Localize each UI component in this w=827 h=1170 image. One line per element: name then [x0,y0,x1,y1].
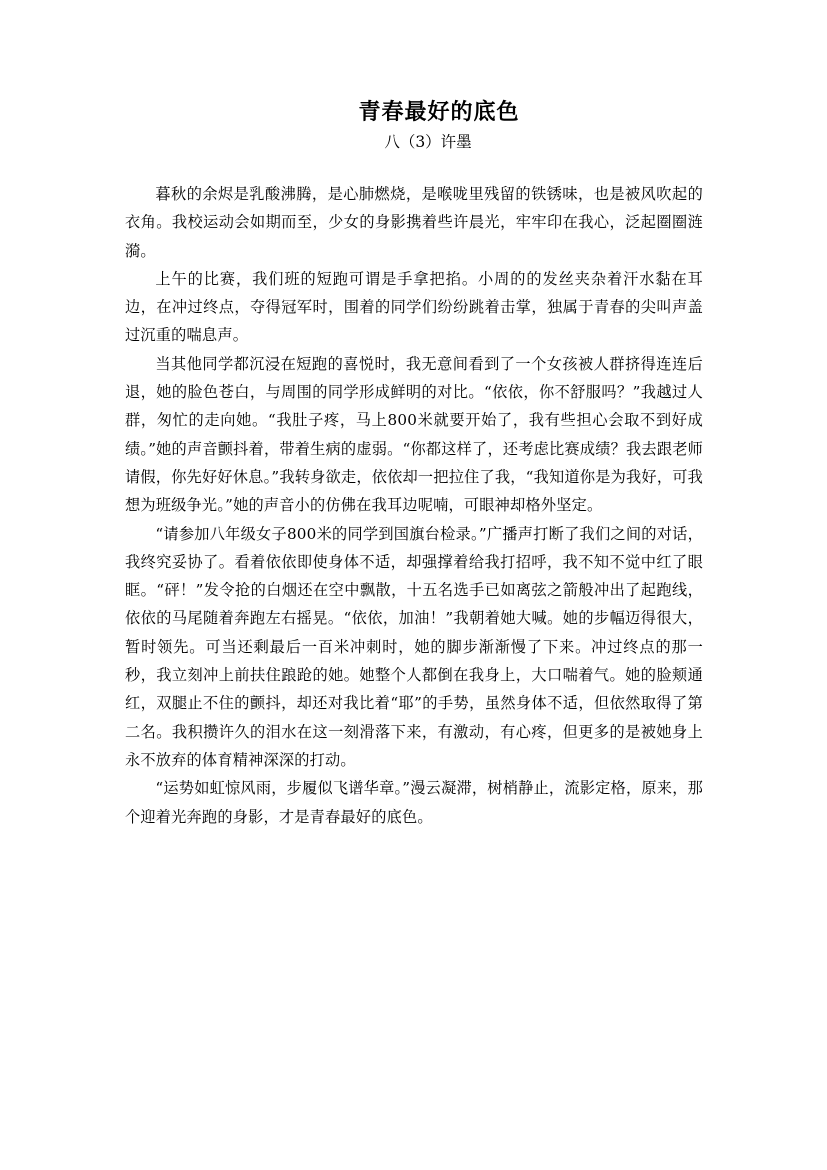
paragraph-2: 上午的比赛，我们班的短跑可谓是手拿把掐。小周的的发丝夹杂着汗水黏在耳边，在冲过终点，夺得冠军时，围着的同学们纷纷跳着击掌，独属于青春的尖叫声盖过沉重的喘息声。 [125,269,703,345]
paragraph-3: 当其他同学都沉浸在短跑的喜悦时，我无意间看到了一个女孩被人群挤得连连后退，她的脸色苍白，与周围的同学形成鲜明的对比。“依依，你不舒服吗？”我越过人群，匆忙的走向她。“我肚子疼，马上800米就要开始了，我有些担心会取不到好成绩。”她的声音颤抖着，带着生病的虚弱。“你都这样了，还考虑比赛成绩？我去跟老师请假，你先好好休息。”我转身欲走，依依却一把拉住了我，“我知道你是为我好，可我想为班级争光。”她的声音小的仿佛在我耳边呢喃，可眼神却格外坚定。 [125,354,703,515]
document-body [125,180,703,831]
paragraph-1: 暮秋的余烬是乳酸沸腾，是心肺燃烧，是喉咙里残留的铁锈味，也是被风吹起的衣角。我校运动会如期而至，少女的身影携着些许晨光，牢牢印在我心，泛起圈圈涟漪。 [125,185,703,260]
document-title: 青春最好的底色 [358,99,520,125]
document-author: 八（3）许墨 [384,133,472,151]
paragraph-5: “运势如虹惊风雨，步履似飞谱华章。”漫云凝滞，树梢静止，流影定格，原来，那个迎着光奔跑的身影，才是青春最好的底色。 [125,779,703,826]
paragraph-4: “请参加八年级女子800米的同学到国旗台检录。”广播声打断了我们之间的对话，我终究妥协了。看着依依即使身体不适，却强撑着给我打招呼，我不知不觉中红了眼眶。“砰！”发令抢的白烟还在空中飘散，十五名选手已如离弦之箭般冲出了起跑线，依依的马尾随着奔跑左右摇晃。“依依，加油！”我朝着她大喊。她的步幅迈得很大，暂时领先。可当还剩最后一百米冲刺时，她的脚步渐渐慢了下来。冲过终点的那一秒，我立刻冲上前扶住踉跄的她。她整个人都倒在我身上，大口喘着气。她的脸颊通红，双腿止不住的颤抖，却还对我比着“耶”的手势，虽然身体不适，但依然取得了第二名。我积攒许久的泪水在这一刻滑落下来，有激动，有心疼，但更多的是被她身上永不放弃的体育精神深深的打动。 [125,524,703,769]
